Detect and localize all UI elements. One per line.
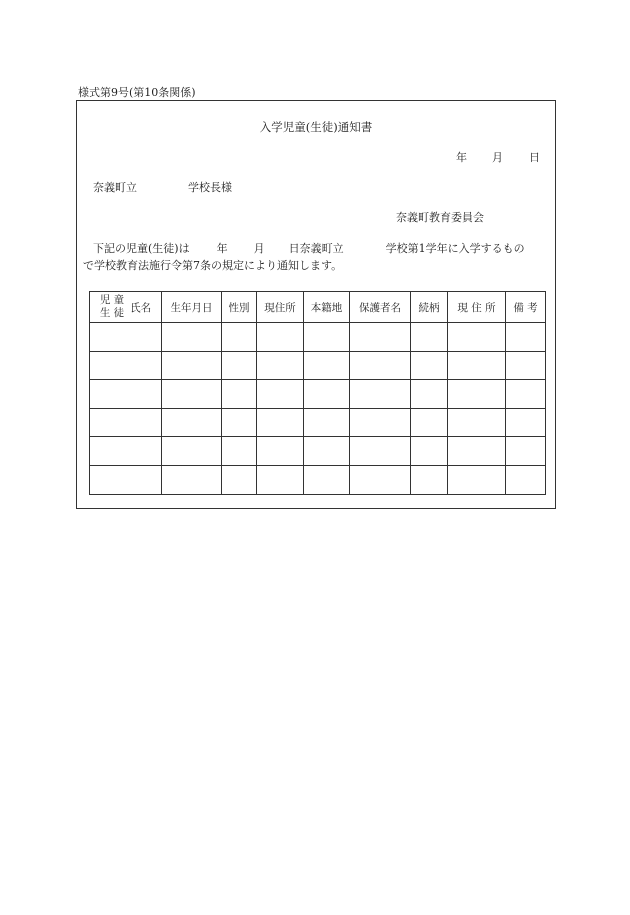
cell-relationship[interactable] bbox=[411, 465, 448, 494]
date-year-label: 年 bbox=[456, 151, 467, 164]
cell-relationship[interactable] bbox=[411, 408, 448, 437]
body-line-1 bbox=[93, 240, 525, 256]
cell-current-address[interactable] bbox=[257, 380, 304, 409]
cell-sex[interactable] bbox=[222, 323, 257, 352]
body-line-1-year: 年 bbox=[216, 242, 228, 255]
table-header-row bbox=[90, 292, 546, 323]
header-registered-domicile: 本籍地 bbox=[304, 292, 350, 323]
cell-registered-domicile[interactable] bbox=[304, 351, 350, 380]
body-line-1-part-e: 学校第1学年に入学するもの bbox=[385, 242, 525, 255]
cell-current-address[interactable] bbox=[257, 437, 304, 466]
cell-guardian-address[interactable] bbox=[448, 351, 506, 380]
cell-relationship[interactable] bbox=[411, 323, 448, 352]
cell-remarks[interactable] bbox=[506, 351, 546, 380]
cell-name[interactable] bbox=[90, 465, 162, 494]
document-title: 入学児童(生徒)通知書 bbox=[259, 120, 373, 134]
header-relationship: 続柄 bbox=[411, 292, 448, 323]
cell-name[interactable] bbox=[90, 437, 162, 466]
cell-guardian-address[interactable] bbox=[448, 437, 506, 466]
cell-birthdate[interactable] bbox=[162, 380, 222, 409]
table-body bbox=[90, 323, 546, 495]
cell-name[interactable] bbox=[90, 380, 162, 409]
body-line-2: で学校教育法施行令第7条の規定により通知します。 bbox=[83, 259, 343, 272]
cell-name[interactable] bbox=[90, 408, 162, 437]
body-line-1-part-a: 下記の児童(生徒)は bbox=[93, 242, 190, 255]
cell-birthdate[interactable] bbox=[162, 351, 222, 380]
addressee-school: 学校長様 bbox=[188, 181, 232, 194]
table-row bbox=[90, 380, 546, 409]
cell-guardian-name[interactable] bbox=[350, 437, 411, 466]
cell-sex[interactable] bbox=[222, 437, 257, 466]
cell-guardian-name[interactable] bbox=[350, 351, 411, 380]
cell-registered-domicile[interactable] bbox=[304, 380, 350, 409]
cell-registered-domicile[interactable] bbox=[304, 323, 350, 352]
header-name-label: 氏名 bbox=[130, 301, 152, 314]
table-row bbox=[90, 437, 546, 466]
cell-birthdate[interactable] bbox=[162, 465, 222, 494]
cell-sex[interactable] bbox=[222, 465, 257, 494]
table-row bbox=[90, 408, 546, 437]
cell-sex[interactable] bbox=[222, 408, 257, 437]
header-remarks: 備 考 bbox=[506, 292, 546, 323]
table-row bbox=[90, 351, 546, 380]
body-line-1-day-school: 日奈義町立 bbox=[288, 242, 344, 255]
date-month-label: 月 bbox=[492, 151, 503, 164]
cell-relationship[interactable] bbox=[411, 437, 448, 466]
cell-guardian-address[interactable] bbox=[448, 465, 506, 494]
cell-sex[interactable] bbox=[222, 380, 257, 409]
cell-name[interactable] bbox=[90, 351, 162, 380]
header-student-name bbox=[90, 292, 162, 323]
form-number: 様式第9号(第10条関係) bbox=[78, 86, 196, 99]
body-line-1-month: 月 bbox=[253, 242, 265, 255]
cell-current-address[interactable] bbox=[257, 323, 304, 352]
cell-current-address[interactable] bbox=[257, 351, 304, 380]
header-guardian-address: 現 住 所 bbox=[448, 292, 506, 323]
student-table bbox=[89, 291, 546, 495]
header-current-address: 現住所 bbox=[257, 292, 304, 323]
cell-birthdate[interactable] bbox=[162, 437, 222, 466]
cell-guardian-name[interactable] bbox=[350, 465, 411, 494]
cell-guardian-address[interactable] bbox=[448, 380, 506, 409]
cell-sex[interactable] bbox=[222, 351, 257, 380]
cell-guardian-address[interactable] bbox=[448, 408, 506, 437]
cell-name[interactable] bbox=[90, 323, 162, 352]
cell-birthdate[interactable] bbox=[162, 408, 222, 437]
cell-guardian-name[interactable] bbox=[350, 408, 411, 437]
cell-remarks[interactable] bbox=[506, 408, 546, 437]
cell-birthdate[interactable] bbox=[162, 323, 222, 352]
cell-relationship[interactable] bbox=[411, 380, 448, 409]
table-row bbox=[90, 465, 546, 494]
header-sex: 性別 bbox=[222, 292, 257, 323]
addressee-town: 奈義町立 bbox=[93, 181, 137, 194]
cell-registered-domicile[interactable] bbox=[304, 437, 350, 466]
sender-name: 奈義町教育委員会 bbox=[396, 211, 484, 224]
cell-registered-domicile[interactable] bbox=[304, 408, 350, 437]
cell-guardian-address[interactable] bbox=[448, 323, 506, 352]
notice-form bbox=[76, 100, 556, 509]
header-birthdate: 生年月日 bbox=[162, 292, 222, 323]
cell-guardian-name[interactable] bbox=[350, 380, 411, 409]
cell-remarks[interactable] bbox=[506, 465, 546, 494]
header-student-top: 児 童 bbox=[99, 294, 125, 306]
cell-registered-domicile[interactable] bbox=[304, 465, 350, 494]
cell-remarks[interactable] bbox=[506, 380, 546, 409]
cell-relationship[interactable] bbox=[411, 351, 448, 380]
cell-current-address[interactable] bbox=[257, 465, 304, 494]
header-student-bottom: 生 徒 bbox=[99, 307, 125, 319]
cell-current-address[interactable] bbox=[257, 408, 304, 437]
date-day-label: 日 bbox=[529, 151, 540, 164]
cell-remarks[interactable] bbox=[506, 323, 546, 352]
cell-guardian-name[interactable] bbox=[350, 323, 411, 352]
header-guardian-name: 保護者名 bbox=[350, 292, 411, 323]
cell-remarks[interactable] bbox=[506, 437, 546, 466]
table-row bbox=[90, 323, 546, 352]
